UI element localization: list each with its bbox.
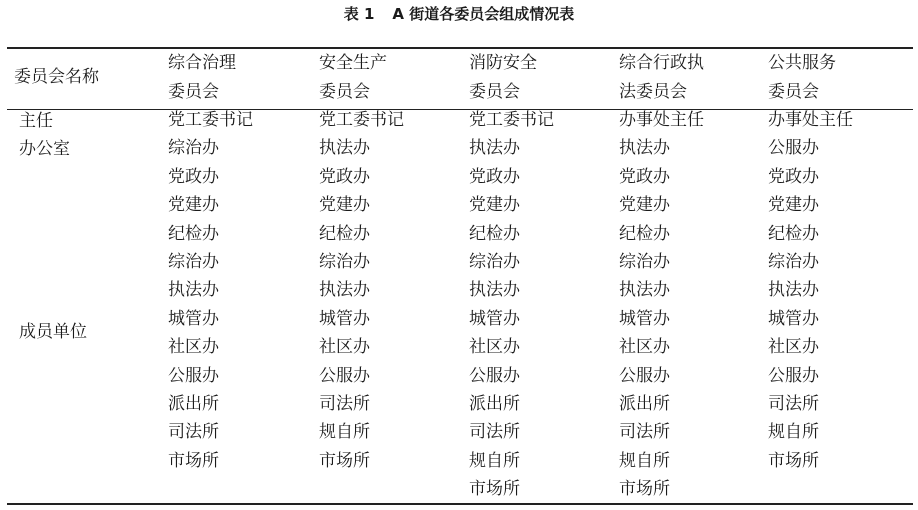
cell: 规自所 [319, 422, 370, 443]
cell: 司法所 [469, 422, 520, 443]
cell: 党工委书记 [168, 110, 253, 130]
cell: 纪检办 [319, 223, 370, 244]
cell: 党工委书记 [469, 110, 554, 130]
cell: 党政办 [319, 166, 370, 187]
cell: 派出所 [168, 393, 219, 414]
cell: 派出所 [469, 393, 520, 414]
cell: 市场所 [768, 450, 819, 471]
cell: 综治办 [619, 251, 670, 272]
header-committee-5-line1: 公共服务 [768, 53, 836, 73]
cell: 纪检办 [619, 223, 670, 244]
header-committee-name: 委员会名称 [14, 67, 99, 87]
cell: 社区办 [768, 337, 819, 358]
cell: 党建办 [319, 195, 370, 216]
cell: 执法办 [619, 138, 670, 159]
cell: 市场所 [319, 450, 370, 471]
cell: 司法所 [768, 393, 819, 414]
column-public-service [768, 106, 853, 475]
table-number: 表 1 [343, 5, 375, 23]
cell: 纪检办 [168, 223, 219, 244]
cell: 综治办 [168, 251, 219, 272]
row-label-members: 成员单位 [19, 322, 87, 342]
header-committee-5-line2: 委员会 [768, 82, 819, 102]
cell: 党建办 [768, 195, 819, 216]
cell: 城管办 [168, 308, 219, 329]
header-committee-1-line2: 委员会 [168, 82, 219, 102]
cell: 城管办 [469, 308, 520, 329]
cell: 党工委书记 [319, 110, 404, 130]
header-committee-4-line2: 法委员会 [619, 82, 687, 102]
cell: 党政办 [619, 166, 670, 187]
cell: 公服办 [469, 365, 520, 386]
cell: 办事处主任 [619, 110, 704, 130]
header-committee-2-line2: 委员会 [319, 82, 370, 102]
cell: 党政办 [469, 166, 520, 187]
cell: 司法所 [319, 393, 370, 414]
cell: 市场所 [168, 450, 219, 471]
cell: 党政办 [768, 166, 819, 187]
cell: 党政办 [168, 166, 219, 187]
cell: 党建办 [469, 195, 520, 216]
row-label-director: 主任 [19, 111, 53, 131]
table-caption [0, 3, 918, 24]
cell: 派出所 [619, 393, 670, 414]
cell: 纪检办 [469, 223, 520, 244]
cell: 综治办 [168, 138, 219, 159]
cell: 执法办 [768, 280, 819, 301]
cell: 执法办 [319, 138, 370, 159]
cell: 党建办 [619, 195, 670, 216]
cell: 执法办 [619, 280, 670, 301]
cell: 城管办 [768, 308, 819, 329]
cell: 公服办 [768, 138, 819, 159]
cell: 规自所 [619, 450, 670, 471]
cell: 城管办 [619, 308, 670, 329]
cell: 城管办 [319, 308, 370, 329]
header-committee-3-line1: 消防安全 [469, 53, 537, 73]
cell: 规自所 [768, 422, 819, 443]
header-committee-1-line1: 综合治理 [168, 53, 236, 73]
cell: 公服办 [168, 365, 219, 386]
cell: 公服办 [619, 365, 670, 386]
cell: 执法办 [168, 280, 219, 301]
cell: 规自所 [469, 450, 520, 471]
cell: 综治办 [768, 251, 819, 272]
cell: 执法办 [469, 138, 520, 159]
cell: 执法办 [469, 280, 520, 301]
cell: 社区办 [469, 337, 520, 358]
cell: 市场所 [619, 479, 670, 500]
column-comprehensive-governance [168, 106, 253, 475]
cell: 办事处主任 [768, 110, 853, 130]
cell: 司法所 [619, 422, 670, 443]
row-label-office: 办公室 [19, 139, 70, 159]
header-committee-4-line1: 综合行政执 [619, 53, 704, 73]
column-fire-safety [469, 106, 554, 503]
cell: 社区办 [168, 337, 219, 358]
cell: 纪检办 [768, 223, 819, 244]
header-committee-3-line2: 委员会 [469, 82, 520, 102]
bottom-rule [7, 503, 913, 505]
table-title: A 街道各委员会组成情况表 [392, 5, 575, 23]
cell: 公服办 [768, 365, 819, 386]
cell: 综治办 [469, 251, 520, 272]
cell: 公服办 [319, 365, 370, 386]
cell: 党建办 [168, 195, 219, 216]
cell: 市场所 [469, 479, 520, 500]
cell: 社区办 [619, 337, 670, 358]
cell: 社区办 [319, 337, 370, 358]
column-administrative-enforcement [619, 106, 704, 503]
column-safety-production [319, 106, 404, 475]
cell: 司法所 [168, 422, 219, 443]
header-committee-2-line1: 安全生产 [319, 53, 387, 73]
cell: 执法办 [319, 280, 370, 301]
cell: 综治办 [319, 251, 370, 272]
